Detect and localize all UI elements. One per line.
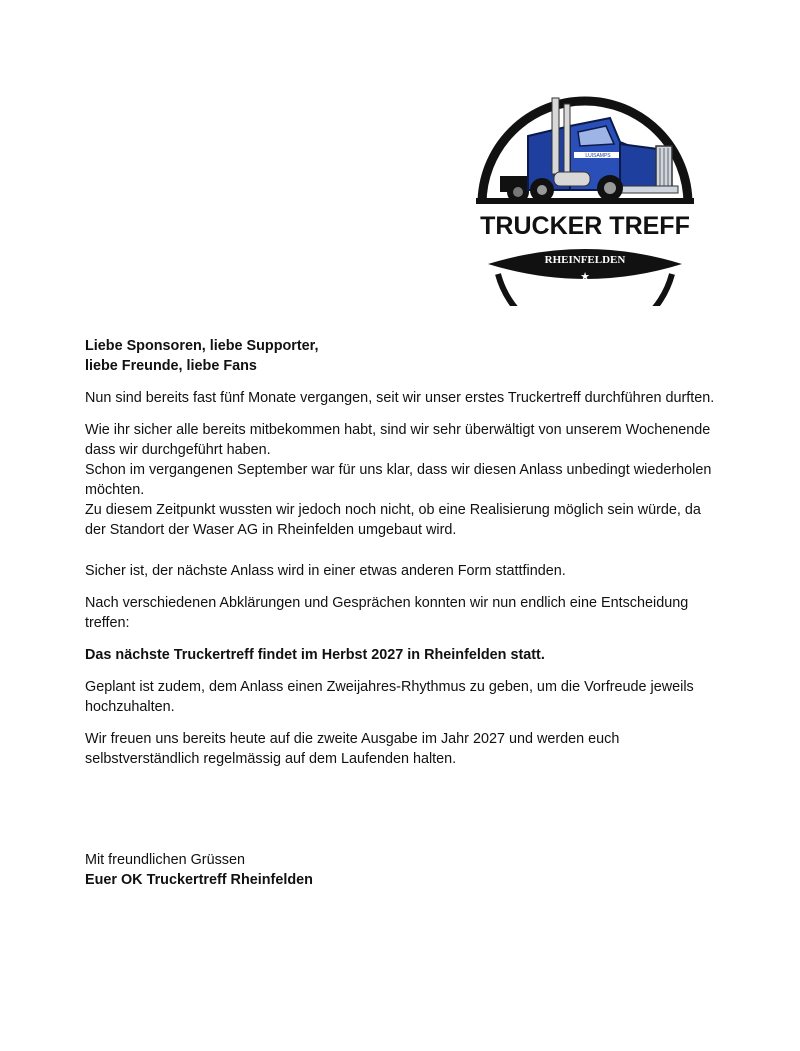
greeting-line-1: Liebe Sponsoren, liebe Supporter, xyxy=(85,338,319,354)
review-line-3: Zu diesem Zeitpunkt wussten wir jedoch noch nicht, ob eine Realisierung möglich sein würde, da der Standort der Waser AG in Rheinfelden umgebaut wird. xyxy=(85,502,701,538)
logo-title: TRUCKER TREFF xyxy=(480,212,690,240)
paragraph-rhythm: Geplant ist zudem, dem Anlass einen Zweijahres-Rhythmus zu geben, um die Vorfreude jeweils hochzuhalten. xyxy=(85,679,694,715)
announcement: Das nächste Truckertreff findet im Herbst 2027 in Rheinfelden statt. xyxy=(85,647,545,663)
paragraph-intro: Nun sind bereits fast fünf Monate vergangen, seit wir unser erstes Truckertreff durchführen durften. xyxy=(85,390,715,406)
cab-lettering: LUISAMPS xyxy=(585,153,611,159)
review-line-2: Schon im vergangenen September war für uns klar, dass wir diesen Anlass unbedingt wiederholen möchten. xyxy=(85,462,712,498)
signature: Euer OK Truckertreff Rheinfelden xyxy=(85,872,313,888)
letter-body xyxy=(85,336,715,781)
logo-subtitle: RHEINFELDEN xyxy=(544,254,626,266)
greeting xyxy=(85,336,715,376)
closing xyxy=(85,850,313,890)
paragraph-next-event: Sicher ist, der nächste Anlass wird in einer etwas anderen Form stattfinden. xyxy=(85,563,566,579)
paragraph-decision: Nach verschiedenen Abklärungen und Gesprächen konnten wir nun endlich eine Entscheidung treffen: xyxy=(85,595,689,631)
paragraph-review xyxy=(85,420,715,540)
trucker-treff-logo xyxy=(470,94,700,306)
paragraph-outlook: Wir freuen uns bereits heute auf die zweite Ausgabe im Jahr 2027 und werden euch selbstverständlich regelmässig auf dem Laufenden halten. xyxy=(85,731,620,767)
greeting-line-2: liebe Freunde, liebe Fans xyxy=(85,358,257,374)
truck-logo-icon xyxy=(470,94,700,306)
review-line-1: Wie ihr sicher alle bereits mitbekommen habt, sind wir sehr überwältigt von unserem Wochenende dass wir durchgeführt haben. xyxy=(85,422,711,458)
star-icon: ★ xyxy=(580,271,590,283)
salutation: Mit freundlichen Grüssen xyxy=(85,852,245,868)
